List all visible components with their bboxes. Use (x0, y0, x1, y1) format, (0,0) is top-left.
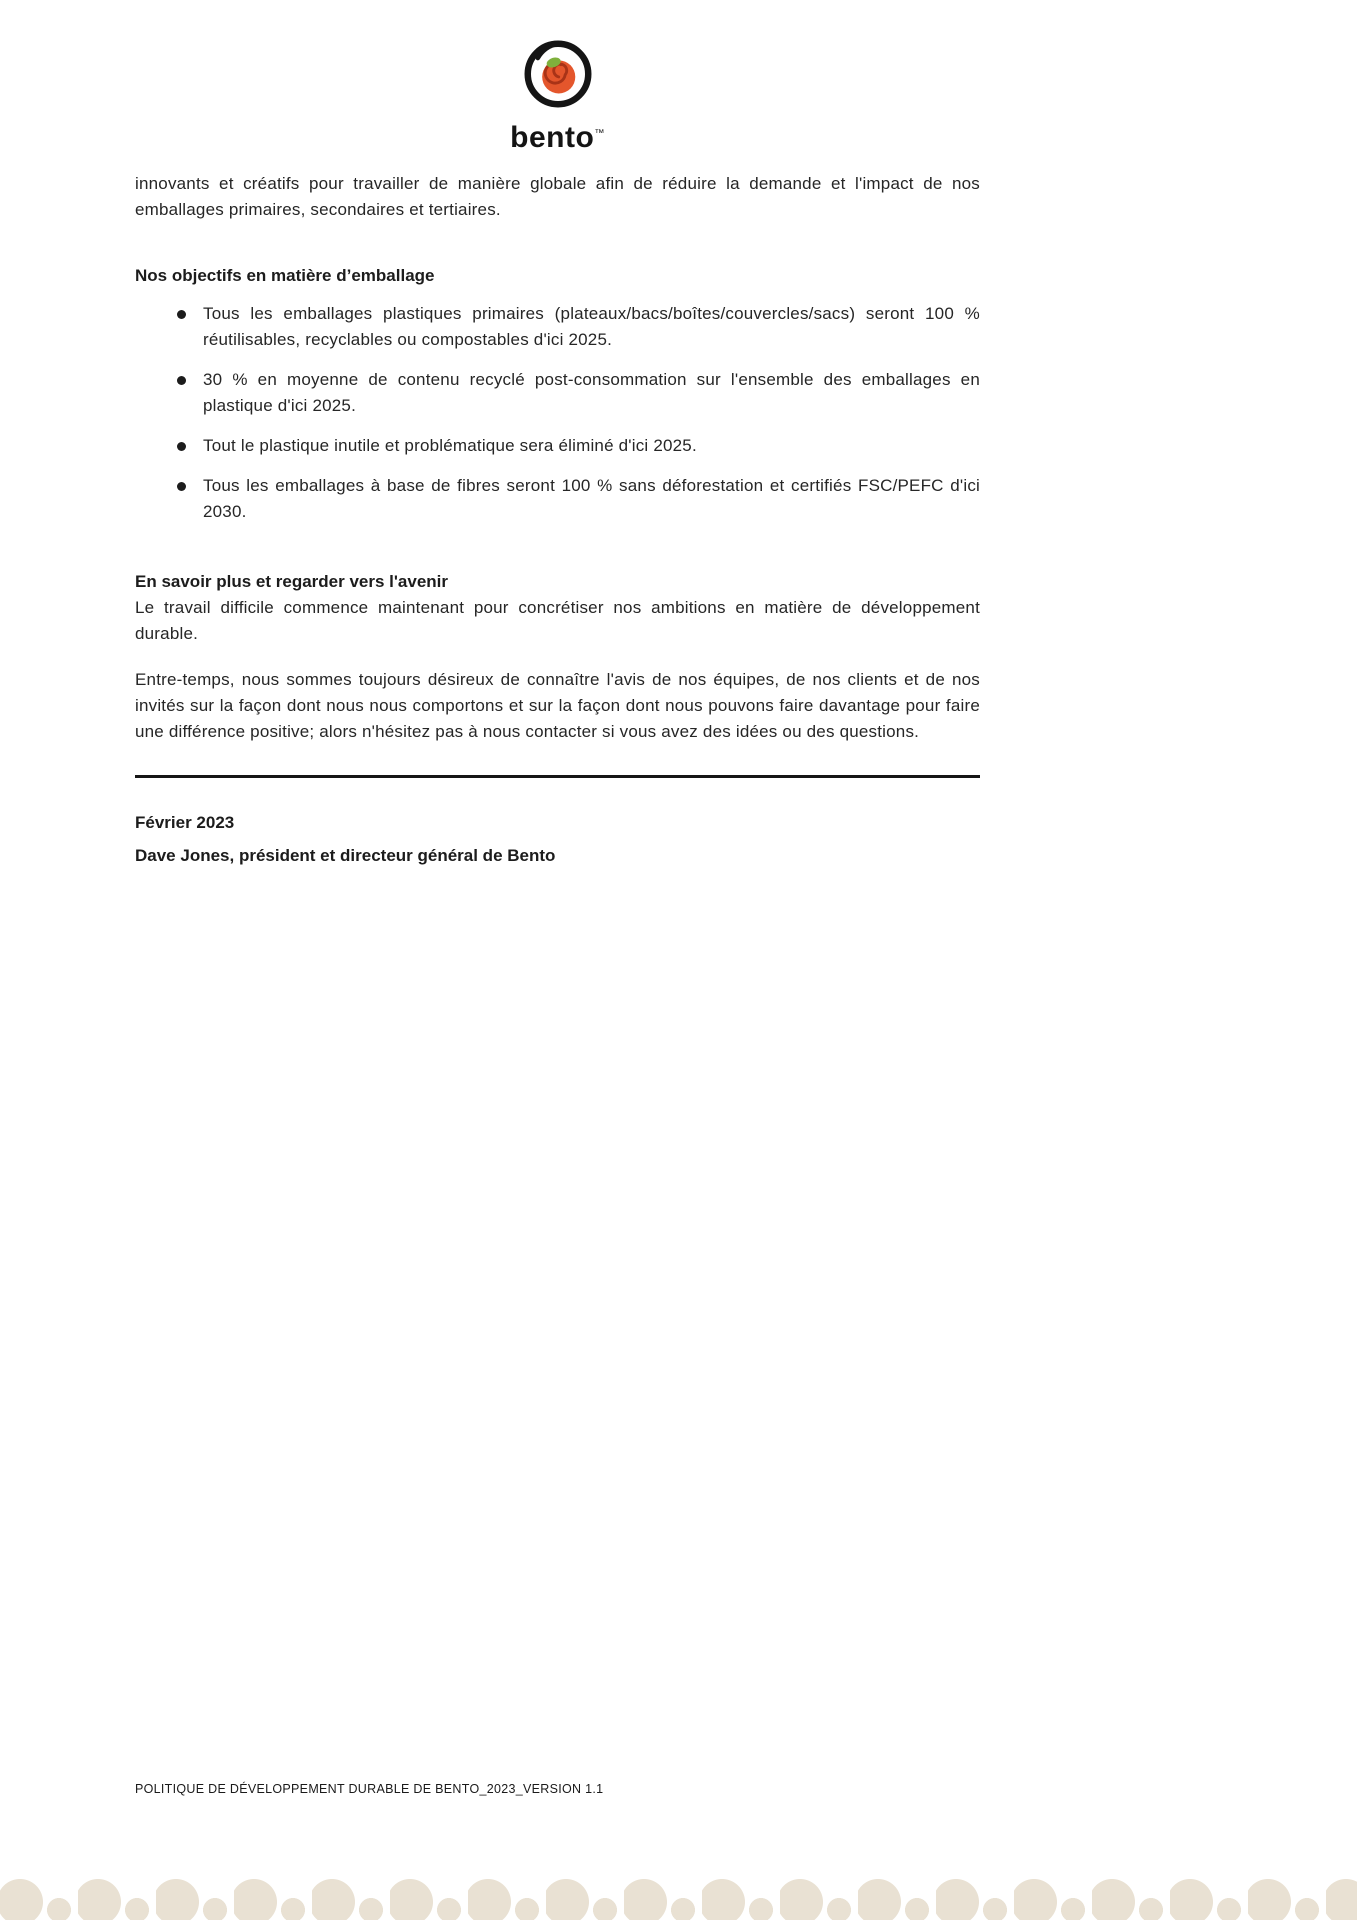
objective-item: Tous les emballages à base de fibres seront 100 % sans déforestation et certifiés FSC/PEFC d'ici 2030. (135, 473, 980, 525)
brand-wordmark (135, 117, 980, 155)
outlook-paragraph-1: Le travail difficile commence maintenant pour concrétiser nos ambitions en matière de développement durable. (135, 598, 980, 643)
packaging-objectives-list (135, 301, 980, 525)
signoff-date: Février 2023 (135, 813, 235, 832)
bottom-dots-border (0, 1860, 1357, 1920)
section-heading-packaging: Nos objectifs en matière d’emballage (135, 266, 435, 285)
outlook-paragraph-2: Entre-temps, nous sommes toujours désireux de connaître l'avis de nos équipes, de nos clients et de nos invités sur la façon dont nous nous comportons et sur la façon dont nous pouvons faire davantage pour faire une différence positive; alors n'hésitez pas à nous contacter si vous avez des idées ou des questions. (135, 670, 980, 741)
intro-paragraph: innovants et créatifs pour travailler de manière globale afin de réduire la demande et l'impact de nos emballages primaires, secondaires et tertiaires. (135, 174, 980, 219)
signoff-signature: Dave Jones, président et directeur général de Bento (135, 846, 556, 865)
signoff-divider (135, 775, 980, 778)
document-content (135, 0, 980, 869)
brand-logo (135, 38, 980, 155)
brand-name-text: bento (510, 121, 595, 154)
objective-item: Tous les emballages plastiques primaires (plateaux/bacs/boîtes/couvercles/sacs) seront 100 % réutilisables, recyclables ou compostables d'ici 2025. (135, 301, 980, 353)
bento-logo-icon (522, 38, 594, 110)
trademark-symbol: ™ (594, 128, 605, 139)
objective-item: 30 % en moyenne de contenu recyclé post-consommation sur l'ensemble des emballages en plastique d'ici 2025. (135, 367, 980, 419)
section-heading-outlook: En savoir plus et regarder vers l'avenir (135, 572, 449, 591)
objective-item: Tout le plastique inutile et problématique sera éliminé d'ici 2025. (135, 433, 980, 459)
footer-text: POLITIQUE DE DÉVELOPPEMENT DURABLE DE BENTO_2023_VERSION 1.1 (135, 1782, 604, 1796)
